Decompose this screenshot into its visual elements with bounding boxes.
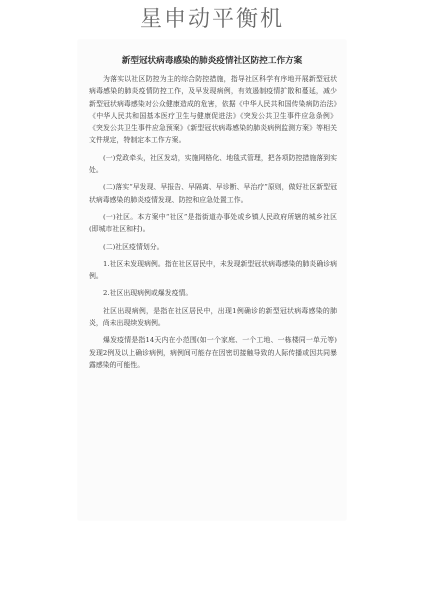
document-page	[78, 40, 346, 520]
document-heading: 新型冠状病毒感染的肺炎疫情社区防控工作方案	[121, 56, 303, 66]
paragraph-principle-1: (一)党政牵头，社区发动，实施网格化、地毯式管理，把各项防控措施落到实处。	[89, 153, 337, 175]
paragraph-division-heading: (二)社区疫情划分。	[103, 242, 164, 251]
paragraph-outbreak-definition: 爆发疫情是指14天内在小范围(如一个家庭、一个工地、一栋楼同一单元等)发现2例及以上确诊病例，病例间可能存在因密切接触导致的人际传播或因共同暴露感染的可能性。	[89, 336, 337, 369]
paragraph-case-or-outbreak: 2.社区出现病例或爆发疫情。	[103, 289, 193, 298]
paragraph-no-case: 1.社区未发现病例。指在社区居民中，未发现新型冠状病毒感染的肺炎确诊病例。	[89, 259, 337, 281]
paragraph-principle-2: (二)落实“早发现、早报告、早隔离、早诊断、早治疗”原则，做好社区新型冠状病毒感染的肺炎疫情发现、防控和应急处置工作。	[89, 183, 337, 204]
paragraph-case-definition: 社区出现病例，是指在社区居民中，出现1例确诊的新型冠状病毒感染的肺炎，尚未出现续发病例。	[89, 306, 337, 328]
paragraph-definition-community: (一)社区。本方案中“社区”是指街道办事处或乡镇人民政府所辖的城乡社区(即城市社区和村)。	[89, 212, 337, 234]
paragraph-intro: 为落实以社区防控为主的综合防控措施，指导社区科学有序地开展新型冠状病毒感染的肺炎疫情防控工作，及早发现病例，有效遏制疫情扩散和蔓延，减少新型冠状病毒感染对公众健康造成的危害，依据《中华人民共和国传染病防治法》《中华人民共和国基本医疗卫生与健康促进法》《突发公共卫生事件应急条例》《突发公共卫生事件应急预案》《新型冠状病毒感染的肺炎病例监测方案》等相关文件规定，特制定本工作方案。	[89, 75, 337, 145]
document-body	[89, 73, 337, 376]
page-title: 星申动平衡机	[139, 7, 284, 32]
